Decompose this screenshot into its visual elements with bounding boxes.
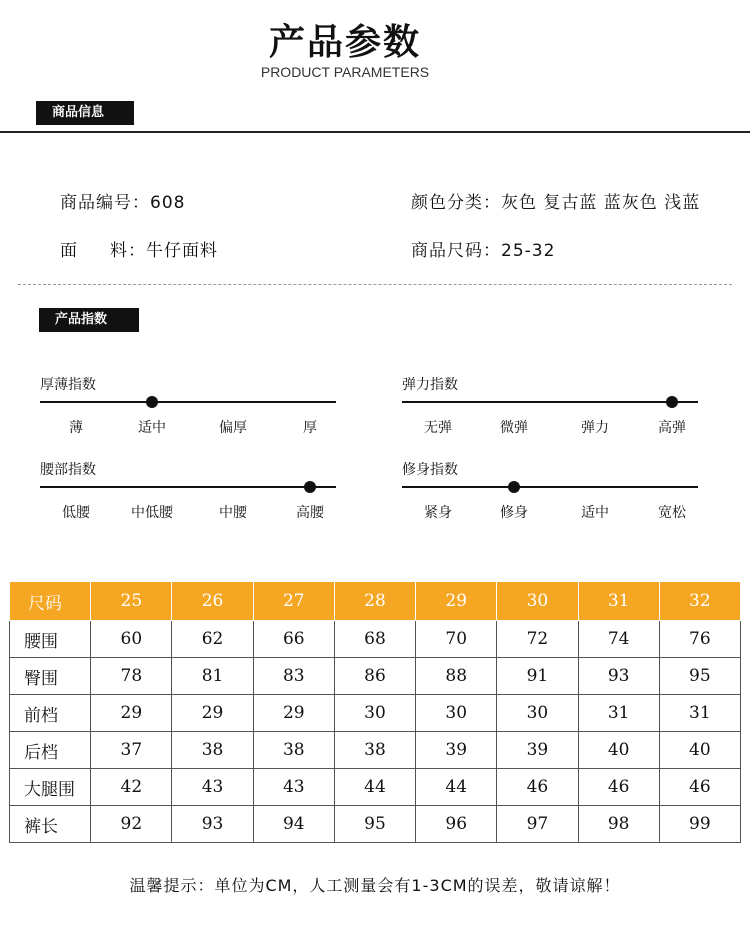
index-label: 修身指数 [402, 462, 458, 478]
table-row [10, 695, 741, 732]
table-cell: 42 [91, 769, 172, 806]
index-track [40, 401, 336, 403]
table-cell: 95 [334, 806, 415, 843]
table-cell: 37 [91, 732, 172, 769]
table-cell: 93 [172, 806, 253, 843]
index-option: 适中 [138, 420, 166, 436]
page-title: 产品参数 [268, 22, 421, 63]
index-label: 厚薄指数 [40, 377, 96, 393]
table-cell: 70 [416, 621, 497, 658]
table-cell: 86 [334, 658, 415, 695]
table-cell: 99 [659, 806, 740, 843]
table-cell: 92 [91, 806, 172, 843]
index-marker [304, 481, 316, 493]
table-cell: 43 [253, 769, 334, 806]
table-cell: 46 [497, 769, 578, 806]
table-cell: 30 [416, 695, 497, 732]
table-header-cell: 27 [253, 582, 334, 621]
table-header-cell: 30 [497, 582, 578, 621]
table-cell: 31 [659, 695, 740, 732]
table-row [10, 769, 741, 806]
table-row-label: 臀围 [10, 658, 91, 695]
index-label: 弹力指数 [402, 377, 458, 393]
index-marker [146, 396, 158, 408]
index-option: 适中 [581, 505, 609, 521]
index-option: 无弹 [424, 420, 452, 436]
table-cell: 30 [497, 695, 578, 732]
item-number: 商品编号：608 [60, 193, 186, 213]
table-row [10, 658, 741, 695]
table-cell: 44 [334, 769, 415, 806]
table-cell: 74 [578, 621, 659, 658]
index-option: 紧身 [424, 505, 452, 521]
table-row-label: 后档 [10, 732, 91, 769]
index-label: 腰部指数 [40, 462, 96, 478]
table-cell: 39 [416, 732, 497, 769]
table-cell: 88 [416, 658, 497, 695]
table-header-cell: 26 [172, 582, 253, 621]
section-tag-product-info: 商品信息 [36, 101, 134, 125]
table-cell: 30 [334, 695, 415, 732]
index-marker [666, 396, 678, 408]
table-cell: 96 [416, 806, 497, 843]
table-cell: 62 [172, 621, 253, 658]
table-cell: 29 [91, 695, 172, 732]
index-slider [40, 374, 336, 444]
table-cell: 38 [253, 732, 334, 769]
table-cell: 39 [497, 732, 578, 769]
table-cell: 83 [253, 658, 334, 695]
table-cell: 60 [91, 621, 172, 658]
index-marker [508, 481, 520, 493]
index-option: 厚 [303, 420, 317, 436]
table-header-cell: 25 [91, 582, 172, 621]
index-option: 中腰 [219, 505, 247, 521]
table-cell: 29 [253, 695, 334, 732]
table-cell: 46 [578, 769, 659, 806]
fabric: 面 料：牛仔面料 [60, 241, 219, 261]
table-cell: 40 [578, 732, 659, 769]
table-header-cell: 31 [578, 582, 659, 621]
table-row [10, 806, 741, 843]
table-cell: 78 [91, 658, 172, 695]
index-option: 修身 [500, 505, 528, 521]
divider-solid [0, 131, 750, 133]
page-subtitle: PRODUCT PARAMETERS [260, 64, 430, 80]
table-header-cell: 28 [334, 582, 415, 621]
table-cell: 40 [659, 732, 740, 769]
index-option: 偏厚 [219, 420, 247, 436]
table-cell: 76 [659, 621, 740, 658]
color-options: 颜色分类：灰色 复古蓝 蓝灰色 浅蓝 [411, 193, 701, 213]
table-row-label: 前档 [10, 695, 91, 732]
table-cell: 68 [334, 621, 415, 658]
index-track [40, 486, 336, 488]
index-slider [402, 374, 698, 444]
table-cell: 81 [172, 658, 253, 695]
table-cell: 31 [578, 695, 659, 732]
table-header-row [10, 582, 741, 621]
index-option: 中低腰 [131, 505, 173, 521]
index-option: 薄 [69, 420, 83, 436]
index-option: 宽松 [658, 505, 686, 521]
table-cell: 46 [659, 769, 740, 806]
table-cell: 94 [253, 806, 334, 843]
index-option: 弹力 [581, 420, 609, 436]
size-table [9, 581, 741, 843]
table-cell: 72 [497, 621, 578, 658]
table-cell: 93 [578, 658, 659, 695]
index-track [402, 401, 698, 403]
table-cell: 91 [497, 658, 578, 695]
measurement-note: 温馨提示：单位为CM，人工测量会有1-3CM的误差，敬请谅解！ [129, 876, 621, 895]
table-row-label: 腰围 [10, 621, 91, 658]
divider-dashed [18, 284, 732, 285]
table-cell: 44 [416, 769, 497, 806]
table-cell: 43 [172, 769, 253, 806]
section-tag-product-index: 产品指数 [39, 308, 139, 332]
index-option: 微弹 [500, 420, 528, 436]
size-range: 商品尺码：25-32 [411, 241, 556, 261]
table-cell: 29 [172, 695, 253, 732]
table-header-cell: 32 [659, 582, 740, 621]
index-slider [402, 459, 698, 529]
table-cell: 98 [578, 806, 659, 843]
table-cell: 95 [659, 658, 740, 695]
index-slider [40, 459, 336, 529]
table-header-cell: 尺码 [10, 582, 91, 621]
index-option: 高腰 [296, 505, 324, 521]
table-cell: 97 [497, 806, 578, 843]
table-row-label: 裤长 [10, 806, 91, 843]
table-row-label: 大腿围 [10, 769, 91, 806]
table-row [10, 621, 741, 658]
index-option: 高弹 [658, 420, 686, 436]
index-option: 低腰 [62, 505, 90, 521]
table-cell: 38 [172, 732, 253, 769]
table-header-cell: 29 [416, 582, 497, 621]
index-track [402, 486, 698, 488]
table-row [10, 732, 741, 769]
table-cell: 38 [334, 732, 415, 769]
table-cell: 66 [253, 621, 334, 658]
